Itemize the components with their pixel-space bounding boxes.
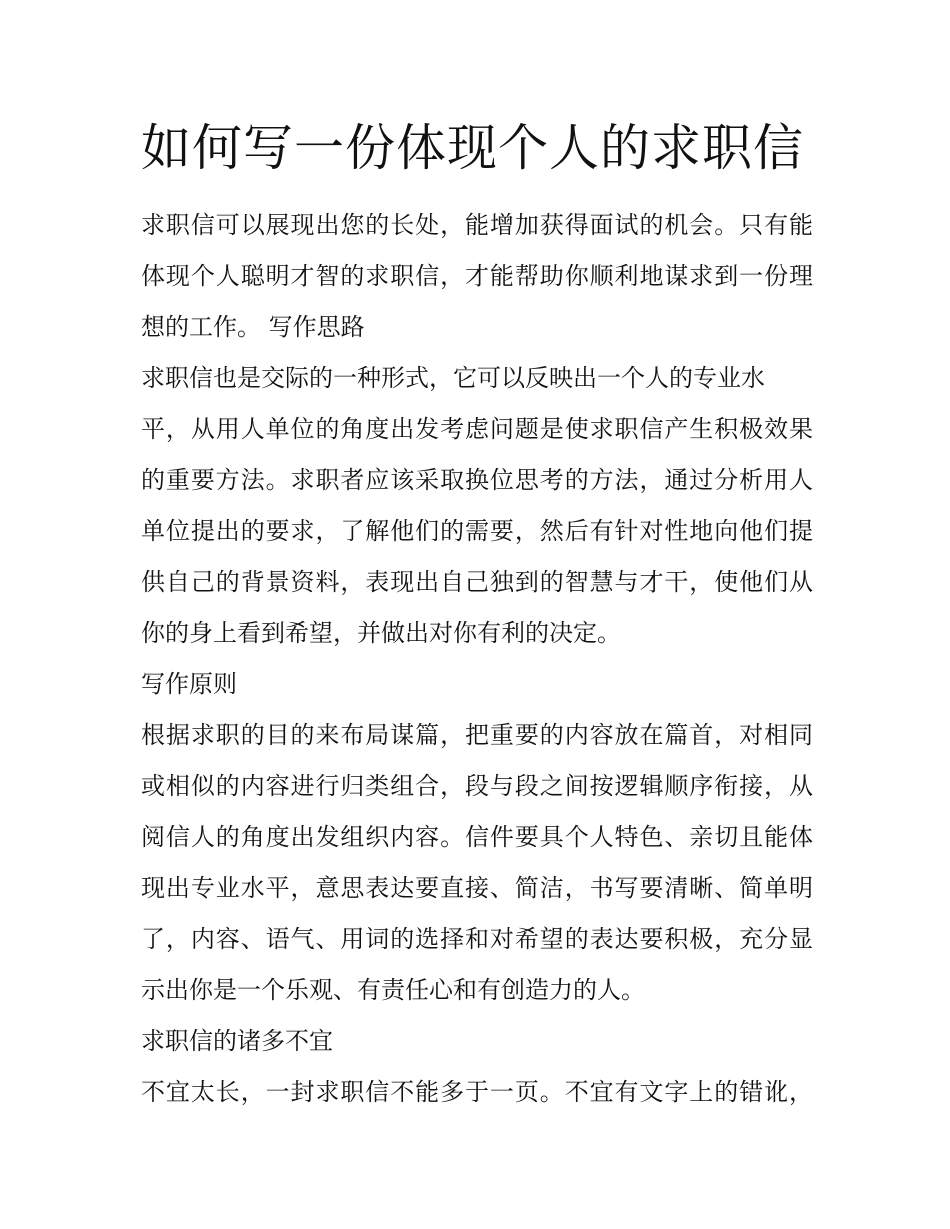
document-title: 如何写一份体现个人的求职信 <box>141 119 804 177</box>
text-line: 了，内容、语气、用词的选择和对希望的表达要积极，充分显 <box>141 925 813 953</box>
text-line: 的重要方法。求职者应该采取换位思考的方法，通过分析用人 <box>141 466 813 494</box>
text-line: 阅信人的角度出发组织内容。信件要具个人特色、亲切且能体 <box>141 823 813 851</box>
text-line: 求职信的诸多不宜 <box>141 1027 333 1055</box>
document-page <box>141 112 813 1118</box>
text-line: 求职信也是交际的一种形式，它可以反映出一个人的专业水 <box>141 364 765 392</box>
text-line: 不宜太长，一封求职信不能多于一页。不宜有文字上的错讹， <box>141 1078 813 1106</box>
text-line: 你的身上看到希望，并做出对你有利的决定。 <box>141 619 621 647</box>
text-line: 想的工作。 写作思路 <box>141 313 365 341</box>
document-body <box>141 200 813 1118</box>
text-line: 根据求职的目的来布局谋篇，把重要的内容放在篇首，对相同 <box>141 721 813 749</box>
text-line: 单位提出的要求，了解他们的需要，然后有针对性地向他们提 <box>141 517 813 545</box>
text-line: 求职信可以展现出您的长处，能增加获得面试的机会。只有能 <box>141 211 813 239</box>
text-line: 示出你是一个乐观、有责任心和有创造力的人。 <box>141 976 645 1004</box>
text-line: 供自己的背景资料，表现出自己独到的智慧与才干，使他们从 <box>141 568 813 596</box>
text-line: 写作原则 <box>141 670 237 698</box>
text-line: 平，从用人单位的角度出发考虑问题是使求职信产生积极效果 <box>141 415 813 443</box>
text-line: 现出专业水平，意思表达要直接、简洁，书写要清晰、简单明 <box>141 874 813 902</box>
text-line: 或相似的内容进行归类组合，段与段之间按逻辑顺序衔接，从 <box>141 772 813 800</box>
text-line: 体现个人聪明才智的求职信，才能帮助你顺利地谋求到一份理 <box>141 262 813 290</box>
